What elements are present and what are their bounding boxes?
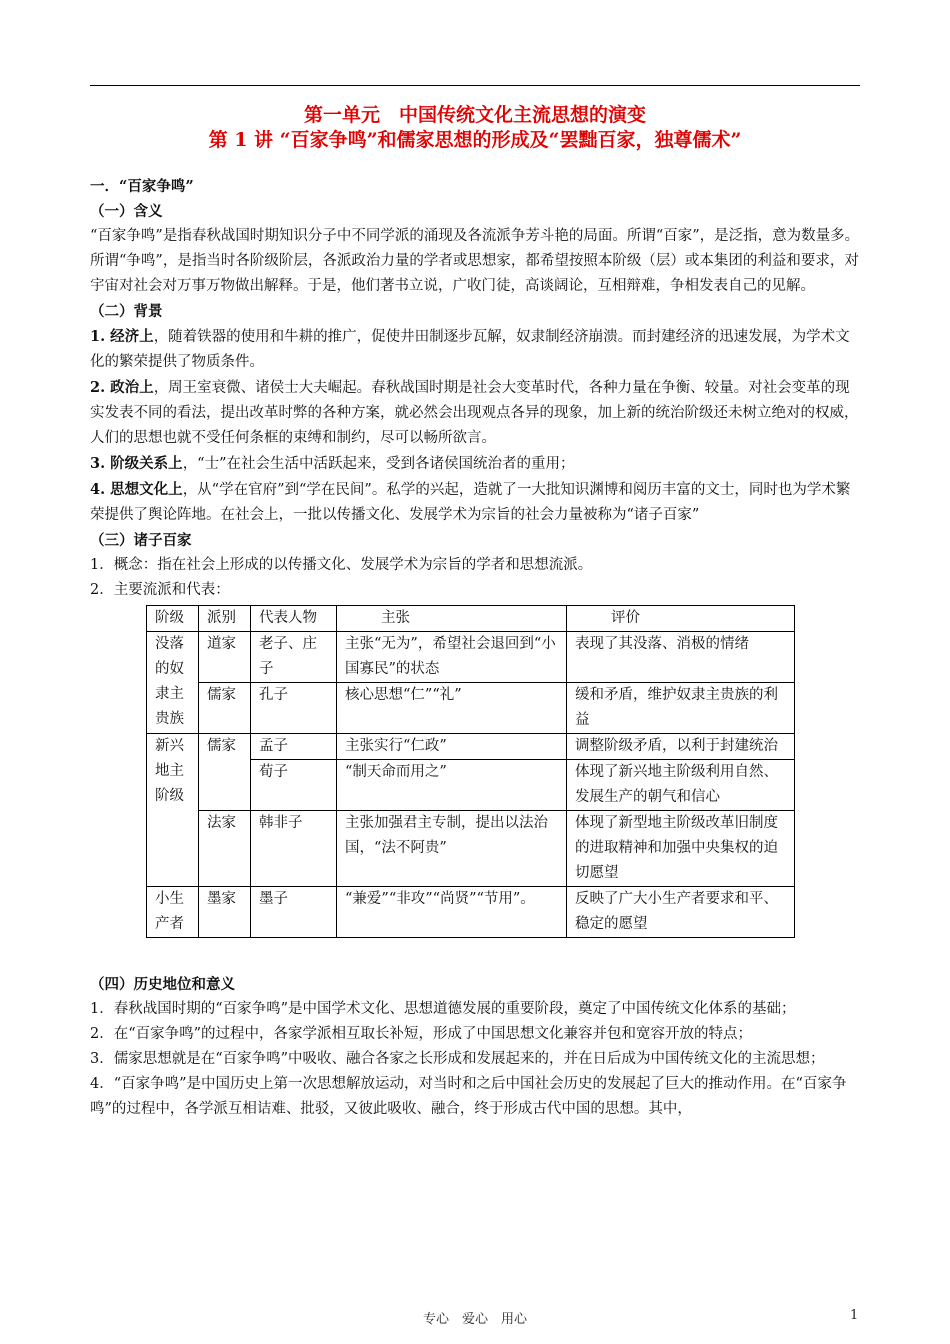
idea-cell: 主张加强君主专制，提出以法治国，“法不阿贵” — [337, 811, 567, 887]
eval-cell: 反映了广大小生产者要求和平、稳定的愿望 — [567, 887, 795, 938]
school-cell: 墨家 — [199, 887, 251, 938]
person-cell: 孟子 — [251, 734, 337, 760]
background-item-3 — [90, 451, 862, 477]
idea-cell: 主张实行“仁政” — [337, 734, 567, 760]
schools-main: 2．主要流派和代表： — [90, 582, 230, 598]
subheading-background: （二）背景 — [90, 303, 163, 320]
subheading-schools: （三）诸子百家 — [90, 532, 192, 549]
eval-cell: 体现了新兴地主阶级利用自然、发展生产的朝气和信心 — [567, 760, 795, 811]
significance-item-1: 1．春秋战国时期的“百家争鸣”是中国学术文化、思想道德发展的重要阶段，奠定了中国传统文化体系的基础； — [90, 1001, 796, 1017]
header-cell: 派别 — [199, 606, 251, 632]
person-cell: 孔子 — [251, 683, 337, 734]
idea-cell: “兼爱”“非攻”“尚贤”“节用”。 — [337, 887, 567, 938]
table-row — [147, 811, 795, 887]
class-cell: 新兴地主阶级 — [147, 734, 199, 887]
eval-cell: 缓和矛盾，维护奴隶主贵族的利益 — [567, 683, 795, 734]
person-cell: 韩非子 — [251, 811, 337, 887]
person-cell: 老子、庄子 — [251, 632, 337, 683]
class-cell: 小生产者 — [147, 887, 199, 938]
lesson-title: 第 1 讲 “百家争鸣”和儒家思想的形成及“罢黜百家，独尊儒术” — [208, 129, 742, 151]
background-item-4-text: ，从“学在官府”到“学在民间”。私学的兴起，造就了一大批知识渊博和阅历丰富的文士，同时也为学术繁荣提供了舆论阵地。在社会上，一批以传播文化、发展学术为宗旨的社会力量被称为“诸子百家” — [90, 482, 851, 523]
schools-concept: 1．概念：指在社会上形成的以传播文化、发展学术为宗旨的学者和思想流派。 — [90, 557, 593, 573]
eval-cell: 调整阶级矛盾，以利于封建统治 — [567, 734, 795, 760]
document-body — [90, 174, 862, 1122]
header-cell: 主张 — [337, 606, 567, 632]
school-cell: 道家 — [199, 632, 251, 683]
class-cell: 没落的奴隶主贵族 — [147, 632, 199, 734]
school-cell: 儒家 — [199, 683, 251, 734]
background-item-4-label: 4. 思想文化上 — [90, 481, 183, 498]
schools-table — [146, 605, 795, 938]
table-header-row — [147, 606, 795, 632]
school-cell: 法家 — [199, 811, 251, 887]
table-row — [147, 632, 795, 683]
background-item-2-text: ，周王室衰微、诸侯士大夫崛起。春秋战国时期是社会大变革时代，各种力量在争衡、较量。对社会变革的现实发表不同的看法，提出改革时弊的各种方案，就必然会出现观点各异的现象，加上新的统治阶级还未树立绝对的权威，人们的思想也就不受任何条框的束缚和制约，尽可以畅所欲言。 — [90, 380, 859, 446]
school-cell: 儒家 — [199, 734, 251, 811]
table-row — [147, 683, 795, 734]
eval-cell: 表现了其没落、消极的情绪 — [567, 632, 795, 683]
idea-cell: 主张“无为”，希望社会退回到“小国寡民”的状态 — [337, 632, 567, 683]
background-item-4 — [90, 477, 862, 528]
header-cell: 阶级 — [147, 606, 199, 632]
background-item-1 — [90, 324, 862, 375]
idea-cell: 核心思想“仁”“礼” — [337, 683, 567, 734]
table-row — [147, 887, 795, 938]
person-cell: 墨子 — [251, 887, 337, 938]
page-footer: 专心 爱心 用心 — [422, 1312, 527, 1327]
background-item-3-label: 3. 阶级关系上 — [90, 455, 183, 472]
significance-item-2: 2．在“百家争鸣”的过程中，各家学派相互取长补短，形成了中国思想文化兼容并包和宽容开放的特点； — [90, 1026, 753, 1042]
header-cell: 代表人物 — [251, 606, 337, 632]
background-item-3-text: ，“士”在社会生活中活跃起来，受到各诸侯国统治者的重用； — [182, 456, 575, 472]
section-heading: 一．“百家争鸣” — [90, 178, 194, 195]
background-item-2 — [90, 375, 862, 451]
background-item-2-label: 2. 政治上 — [90, 379, 154, 396]
person-cell: 荀子 — [251, 760, 337, 811]
significance-item-4: 4．“百家争鸣”是中国历史上第一次思想解放运动，对当时和之后中国社会历史的发展起了巨大的推动作用。在“百家争鸣”的过程中，各学派互相诘难、批驳，又彼此吸收、融合，终于形成古代中国的思想。其中， — [90, 1076, 847, 1117]
subheading-significance: （四）历史地位和意义 — [90, 976, 235, 993]
idea-cell: “制天命而用之” — [337, 760, 567, 811]
table-row — [147, 734, 795, 760]
background-item-1-text: ，随着铁器的使用和牛耕的推广，促使井田制逐步瓦解，奴隶制经济崩溃。而封建经济的迅速发展，为学术文化的繁荣提供了物质条件。 — [90, 329, 850, 370]
significance-item-3: 3．儒家思想就是在“百家争鸣”中吸收、融合各家之长形成和发展起来的，并在日后成为中国传统文化的主流思想； — [90, 1051, 825, 1067]
page-number: 1 — [850, 1308, 859, 1323]
header-cell: 评价 — [567, 606, 795, 632]
top-rule — [90, 85, 860, 86]
meaning-paragraph: “百家争鸣”是指春秋战国时期知识分子中不同学派的涌现及各流派争芳斗艳的局面。所谓“百家”，是泛指，意为数量多。所谓“争鸣”，是指当时各阶级阶层，各派政治力量的学者或思想家，都希望按照本阶级（层）或本集团的利益和要求，对宇宙对社会对万事万物做出解释。于是，他们著书立说，广收门徒，高谈阔论，互相辩难，争相发表自己的见解。 — [90, 228, 860, 294]
eval-cell: 体现了新型地主阶级改革旧制度的进取精神和加强中央集权的迫切愿望 — [567, 811, 795, 887]
unit-title: 第一单元 中国传统文化主流思想的演变 — [303, 104, 646, 126]
background-item-1-label: 1. 经济上 — [90, 328, 154, 345]
subheading-meaning: （一）含义 — [90, 203, 163, 220]
